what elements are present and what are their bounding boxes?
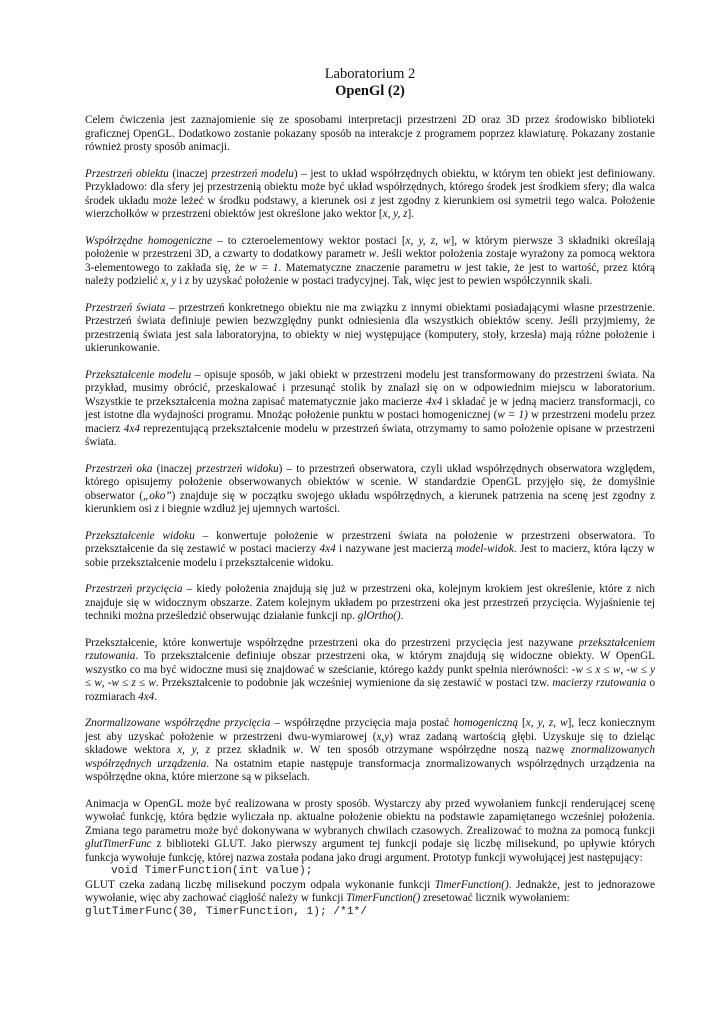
text-fragment: . Jeśli wektor położenia zostaje wyrażony za pomocą wektora 3-elementowego to zakłada się, że [85, 248, 655, 274]
object-space-paragraph [85, 168, 655, 222]
text-fragment: . [154, 690, 158, 703]
function-glortho: glOrtho() [357, 610, 401, 622]
function-timerfunction: TimerFunction() [346, 892, 421, 904]
term-ndc: znormalizowanych współrzędnych urządzenia [85, 744, 655, 770]
text-fragment: – kiedy położenia znajdują się już w przestrzeni oka, kolejnym krokiem jest określenie, które z nich znajduje się w widocznym obszarze. Zatem kolejnym układem po przestrzeni oka jest przestrzeń przycięcia. Wyjaśnienie tej techniki można prześledzić obserwując działanie funkcji np. [85, 583, 655, 622]
term-normalized-clip-coords: Znormalizowane współrzędne przycięcia [85, 717, 271, 729]
code-timer-call: glutTimerFunc(30, TimerFunction, 1); /*1*/ [85, 905, 367, 918]
term-view-transform: Przekształcenie widoku [85, 529, 195, 542]
clip-space-paragraph [85, 583, 655, 624]
text-fragment: . To przekształcenie definiuje obszar przestrzeni oka, w którym znajdują się widoczne obiekty. W OpenGL wszystko co ma być widoczne musi się znajdować w sześcianie, którego każdy punkt spełnia nierówności: - [85, 650, 655, 676]
text-fragment: ], w którym pierwsze 3 składniki określają położenie w przestrzeni 3D, a czwarty to dodatkowy parametr [85, 234, 655, 260]
var-xy: x,y [376, 730, 390, 743]
world-space-paragraph [85, 302, 655, 356]
term-homogeneous-coordinates: Współrzędne homogeniczne [85, 234, 212, 247]
term-eye: „oko” [143, 489, 172, 502]
text-fragment: ≤ [637, 663, 651, 676]
text-fragment: – przestrzeń konkretnego obiektu nie ma związku z innymi obiektami posiadającymi własne przestrzenie. Przestrzeń świata definiuje pewien bezwzględny punkt odniesienia dla wszystkich obiektów sceny. Jeśli przyjmiemy, że przestrzenią świata jest sala laboratoryjna, to obiekty w niej występujące (komputery, stoły, krzesła) mają różne położenie i ukierunkowanie. [85, 301, 655, 354]
page-title: Laboratorium 2 [324, 66, 416, 82]
text-fragment: ) – jest to układ współrzędnych obiektu, w którym ten obiekt jest definiowany. Przykładowo: dla sfery jej przestrzenią obiektu może być układ współrzędnych, którego środek jest środkiem sfery; dla walca środek układu może leżeć w środku podstawy, a kierunek osi [85, 167, 655, 207]
var-z: z [154, 503, 159, 515]
term-model-view: model-widok [456, 543, 514, 555]
function-timerfunction: TimerFunction() [434, 878, 509, 891]
text-fragment: reprezentującą przekształcenie modelu w przestrzeń świata, otrzymamy to samo położenie opisane w przestrzeni świata. [85, 422, 655, 448]
term-world-space: Przestrzeń świata [85, 301, 166, 314]
var-y: y [650, 663, 656, 676]
text-fragment: ≤ [118, 677, 132, 689]
term-clip-space: Przestrzeń przycięcia [85, 583, 183, 595]
text-fragment: – to czteroelementowy wektor postaci [ [211, 234, 406, 247]
text-fragment: . W ten sposób otrzymane współrzędne noszą nazwę [300, 744, 572, 756]
text-fragment: przez składnik [210, 744, 293, 756]
matrix-size: 4x4 [138, 690, 155, 703]
animation-paragraph [85, 798, 655, 866]
var-xy: x, y [160, 275, 177, 287]
var-w: w [94, 677, 102, 689]
var-z: z [370, 194, 375, 207]
text-fragment: – konwertuje położenie w przestrzeni świata na położenie w przestrzeni obserwatora. To przekształcenie da się zestawić w postaci macierzy [85, 529, 656, 555]
vector-xyzw: x, y, z, w [405, 234, 451, 247]
text-fragment: . [400, 610, 404, 622]
ndc-paragraph [85, 717, 655, 785]
text-fragment: , - [101, 677, 112, 689]
text-fragment: i [176, 275, 186, 287]
code-prototype: void TimerFunction(int value); [111, 865, 313, 877]
text-fragment: w przestrzeni modelu przez macierz [85, 409, 655, 435]
var-z: z [185, 275, 190, 287]
text-fragment: jest takie, że jest to wartość, przez którą należy podzielić [85, 261, 655, 287]
text-fragment: ]. [407, 208, 415, 220]
text-fragment: i biegnie wzdłuż jej ujemnych wartości. [158, 503, 341, 515]
matrix-size: 4x4 [123, 422, 140, 435]
var-w: w [111, 677, 119, 689]
term-model-space: przestrzeń modelu [211, 167, 294, 180]
var-w: w [453, 261, 462, 274]
term-view-space: przestrzeń widoku [196, 462, 279, 475]
text-fragment: z biblioteki GLUT. Jako pierwszy argument tej funkcji podaje się liczbę milisekund, po upływie których funkcja wywołuje funkcję, której nazwa została podana jako drugi argument. Prototyp funkcji wywołującej jest następujący: [85, 838, 655, 864]
view-transform-paragraph [85, 530, 655, 571]
text-fragment: ) – to przestrzeń obserwatora, czyli układ współrzędnych obserwatora względem, którego opisujemy położenie obserwowanych obiektów w scenie. W standardzie OpenGL przyjęło się, że domyślnie obserwator ( [85, 462, 656, 502]
text-fragment: . Jednakże, jest to jednorazowe wywołanie, więc aby zachować ciągłość należy w funkcji [85, 878, 655, 904]
eye-space-paragraph [85, 463, 655, 517]
var-w: w [148, 677, 156, 689]
text-fragment: ) wraz zadaną wartością głębi. Uzyskuje się to dzieląc składowe wektora [85, 730, 655, 756]
model-transform-paragraph [85, 369, 655, 450]
text-fragment: ≤ [582, 663, 596, 676]
text-fragment: . Jest to macierz, która łączy w sobie przekształcenie modelu i przekształcenie widoku. [85, 543, 656, 569]
text-fragment: ≤ [600, 663, 613, 676]
text-fragment: ], lecz koniecznym jest aby uzyskać położenie w przestrzeni dwu-wymiarowej ( [85, 717, 655, 743]
text-fragment: ) znajduje się w początku swojego układu współrzędnych, a kierunek patrzenia na scenę jest zgodny z kierunkiem osi [85, 489, 655, 515]
text-fragment: . Przekształcenie to podobnie jak wcześniej wymienione da się zestawić w postaci tzw. [155, 677, 553, 689]
term-projection-matrix: macierzy rzutowania [552, 677, 647, 689]
title-block [85, 66, 655, 100]
text-fragment: ≤ [85, 677, 95, 689]
text-fragment: (inaczej [152, 462, 197, 475]
text-fragment: by uzyskać położenie w postaci tradycyjnej. Tak, więc jest to pewien współczynnik skali. [189, 275, 593, 287]
var-x: x [595, 663, 601, 676]
var-w: w [292, 744, 301, 756]
text-fragment: (inaczej [168, 167, 212, 180]
equation-w-1: w = 1) [497, 409, 528, 421]
var-w: w [630, 663, 638, 676]
homogeneous-coords-paragraph [85, 235, 655, 289]
text-fragment: [ [517, 717, 526, 729]
text-fragment: i składać je w jedną macierz transformacji, co jest istotne dla wydajności programu. Mnożąc położenie punktu w postaci homogenicznej ( [85, 395, 655, 421]
var-w: w [575, 663, 583, 676]
term-eye-space: Przestrzeń oka [85, 462, 153, 475]
var-xyz: x, y, z [177, 744, 211, 756]
text-fragment: jest zgodny z kierunkiem osi symetrii tego walca. Położenie wierzchołków w przestrzeni obiektów jest określone jako wektor [ [85, 194, 655, 220]
text-fragment: Przekształcenie, które konwertuje współrzędne przestrzeni oka do przestrzeni przycięcia jest nazywane [85, 636, 579, 649]
text-fragment: Animacja w OpenGL może być realizowana w prosty sposób. Wystarczy aby przed wywołaniem funkcji renderującej scenę wywołać funkcję, która będzie wyliczała np. aktualne położenie obiektu na podstawie zapamiętanego wcześniej położenia. Zmiana tego parametru może być dokonywana w wybranych chwilach czasowych. Zrealizować to można za pomocą funkcji [85, 797, 655, 837]
term-object-space: Przestrzeń obiektu [85, 167, 169, 180]
term-homogeneous: homogeniczną [453, 717, 518, 729]
text-fragment: GLUT czeka zadaną liczbę milisekund poczym odpala wykonanie funkcji [85, 878, 435, 891]
page-subtitle: OpenGl (2) [335, 83, 405, 99]
glut-wait-paragraph [85, 879, 655, 906]
vector-xyz: x, y, z [382, 208, 408, 220]
document-page [85, 66, 655, 919]
matrix-size: 4x4 [319, 543, 336, 555]
text-fragment: zresetować licznik wywołaniem: [420, 892, 570, 904]
projection-paragraph [85, 637, 655, 705]
equation-w-1: w = 1 [249, 261, 279, 274]
term-projection-transform: przekształceniem rzutowania [85, 636, 655, 662]
var-z: z [131, 677, 136, 689]
text-fragment: i nazywane jest macierzą [335, 543, 457, 555]
term-model-transform: Przekształcenie modelu [85, 368, 192, 381]
text-fragment: . Na ostatnim etapie następuje transformacja znormalizowanych współrzędnych urządzenia na współrzędne okna, które mierzone są w pikselach. [85, 757, 655, 783]
matrix-size: 4x4 [426, 395, 443, 408]
text-fragment: , - [620, 663, 631, 676]
var-w: w [368, 248, 377, 260]
vector-xyzw: x, y, z, w [525, 717, 568, 729]
function-gluttimerfunc: glutTimerFunc [85, 838, 152, 850]
text-fragment: – opisuje sposób, w jaki obiekt w przestrzeni modelu jest transformowany do przestrzeni świata. Na przykład, musimy obrócić, przeskalować i przesunąć stolik by znalazł się on w odpowiednim miejscu w laboratorium. Wszystkie te przekształcenia można zapisać matematycznie jako macierze [85, 368, 655, 408]
var-w: w [612, 663, 621, 676]
intro-paragraph: Celem ćwiczenia jest zaznajomienie się ze sposobami interpretacji przestrzeni 2D oraz 3D przez środowisko biblioteki graficznej OpenGL. Dodatkowo zostanie pokazany sposób na interakcje z programem poprzez klawiaturę. Pokazany zostanie również prosty sposób animacji. [85, 114, 655, 153]
text-fragment: – współrzędne przycięcia maja postać [270, 717, 454, 729]
text-fragment: o rozmiarach [85, 677, 656, 703]
text-fragment: . Matematyczne znaczenie parametru [278, 261, 454, 274]
text-fragment: ≤ [135, 677, 149, 689]
